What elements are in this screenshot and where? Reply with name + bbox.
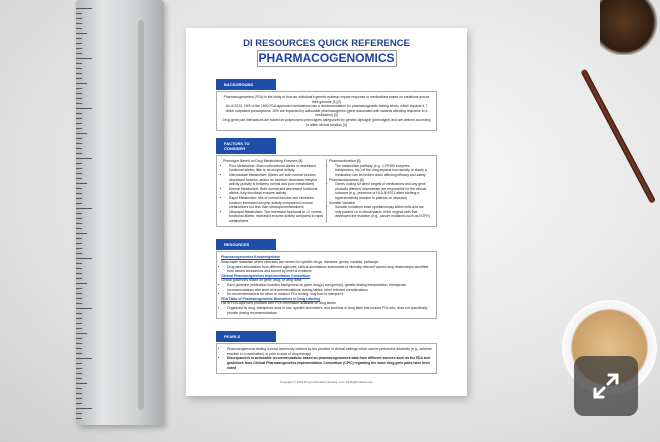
ruler-tick — [76, 48, 82, 49]
factors-left-column — [221, 159, 326, 223]
list-item: • Somatic mutations arise spontaneously within cells and are only passed on to descendants of the original cells that developed the mutation (e.g., cancer mutations such as EGFR) — [335, 205, 430, 219]
list-item: • Genes coding for direct targets of medications and any gene products affected downstream are responsible for the clinical outcome (e.g., presence of HLA-B*5701 allele eliciting a hypersensitivity reaction in patients on abacavir) — [335, 182, 430, 200]
ruler-tick — [76, 353, 82, 354]
ruler-tick — [76, 78, 82, 79]
paragraph: Drug-gene pair interactions are based on polymorphic phenotypes categorized by genetic diplotype (phenotype) and are defined according to allele clinical function [4] — [222, 117, 431, 127]
ruler-tick — [76, 388, 82, 389]
ruler-tick — [76, 103, 82, 104]
list-item: • Discrepancies in actionable recommendations based on pharmacogenomics data from different sources such as the FDA and guidelines from Clinical Pharmacogenetics Implementation Consortium (CPIC) regarding the same drug-gene pairs have been noted — [227, 356, 432, 370]
ruler-tick — [76, 133, 87, 134]
ruler-tick — [76, 193, 82, 194]
expand-arrows-icon — [589, 369, 623, 403]
ruler-tick — [76, 8, 92, 9]
ruler-tick — [76, 358, 92, 359]
list-item: • Ultrarapid Metabolizer: Two increased functional or >2 normal functional alleles; increased enzyme activity compared to rapid metabolizers — [229, 210, 324, 224]
list-item: • Pharmacogenomic testing is most commonly ordered by the provider in clinical settings which can be performed reactively (e.g., adverse reaction to a medication) or prior to start of drug therapy — [227, 347, 432, 356]
list-item: • Each guideline publication includes background on given drug(s) and gene(s), genetic testing interpretation, therapeutic recommendations with level of recommendations, dosing tables, other relevant considerations — [227, 283, 432, 292]
ruler-tick — [76, 293, 82, 294]
ruler-tick — [76, 218, 82, 219]
factors-heading: Somatic Variation — [329, 200, 356, 205]
ruler-tick — [76, 328, 82, 329]
ruler-tick — [76, 23, 82, 24]
section-label-resources: RESOURCES — [216, 239, 276, 250]
expand-button[interactable] — [574, 356, 638, 416]
ruler-tick — [76, 173, 82, 174]
copyright: Copyright © 2023 Drug Information Service, LLC. All Rights Reserved. — [279, 380, 374, 385]
ruler-tick — [76, 53, 82, 54]
paragraph: As of 2022, 16% of the 1600 FDA-approved medications has a recommendation for pharmacogenetic testing which, which impacts 4.7 billion outpatient prescriptions; 10% are impacted by actionable pharmacogenes (gene associated with variants affecting response to a medication) [3] — [225, 104, 428, 118]
resource-link[interactable]: Pharmacogenomics Knowledgebase — [221, 255, 280, 260]
ruler-tick — [76, 413, 82, 414]
ruler-tick — [76, 283, 87, 284]
ruler-tick — [76, 393, 82, 394]
section-label-pearls: PEARLS — [216, 331, 276, 342]
ruler-tick — [76, 203, 82, 204]
factors-heading: Pharmacodynamics [4] — [329, 177, 364, 182]
ruler-tick — [76, 253, 82, 254]
ruler-tick — [76, 223, 82, 224]
ruler-tick — [76, 338, 82, 339]
ruler-tick — [76, 38, 82, 39]
document-subtitle: PHARMACOGENOMICS — [258, 51, 395, 65]
ruler-tick — [76, 348, 82, 349]
ruler-tick — [76, 363, 82, 364]
ruler-tick — [76, 43, 82, 44]
ruler-tick — [76, 178, 82, 179]
document-title: DI RESOURCES QUICK REFERENCE — [243, 38, 410, 49]
list-item: • The metabolism pathway (e.g., CYP450 enzymes, transporters, etc.) of the drug impacts how quickly or slowly a medication can be broken down affecting efficacy and safety — [335, 164, 430, 178]
ruler-tick — [76, 83, 87, 84]
list-item: • Drug label annotations from different agencies, clinical annotations summaries of clinically relevant variant-drug relationships identified from variant annotations and scored by level of evidence — [227, 265, 432, 274]
factors-heading: Pharmacokinetics [3] — [329, 159, 361, 164]
ruler-tick — [76, 333, 87, 334]
list-item: • Organized by drug, therapeutic area of use, specific biomarkers, and sections of drug label that include PGx info; does not specifically provide dosing recommendations — [227, 306, 432, 315]
ruler — [76, 0, 164, 425]
ruler-tick — [76, 13, 82, 14]
ruler-tick — [76, 263, 82, 264]
list-item: • Rapid Metabolizer: Mix of normal function and increased function; increased enzyme activity compared to normal metabolizers but less than ultrarapid metabolizers — [229, 196, 324, 210]
ruler-tick — [76, 228, 82, 229]
ruler-tick — [76, 303, 82, 304]
ruler-tick — [76, 278, 82, 279]
ruler-tick — [76, 168, 82, 169]
ruler-tick — [76, 378, 82, 379]
cookies-photo — [600, 0, 660, 55]
ruler-tick — [76, 33, 87, 34]
ruler-slot — [138, 20, 144, 410]
ruler-tick — [76, 148, 82, 149]
ruler-tick — [76, 373, 82, 374]
ruler-tick — [76, 233, 87, 234]
ruler-tick — [76, 208, 92, 209]
ruler-tick — [76, 213, 82, 214]
factors-section — [216, 155, 437, 227]
resource-link[interactable]: FDA Table of Pharmacogenomic Biomarkers in Drug Labeling — [221, 296, 321, 301]
ruler-tick — [76, 258, 92, 259]
ruler-tick — [76, 248, 82, 249]
ruler-tick — [76, 298, 82, 299]
ruler-tick — [76, 138, 82, 139]
ruler-tick — [76, 368, 82, 369]
ruler-tick — [76, 273, 82, 274]
ruler-tick — [76, 418, 82, 419]
document-page — [186, 28, 467, 396]
ruler-tick — [76, 118, 82, 119]
paragraph: Pharmacogenomics (PGx) is the study of how an individual's genetic makeup impact response to medications based on variations across their genome [1] [2] — [223, 95, 430, 104]
ruler-tick — [76, 288, 82, 289]
ruler-tick — [76, 93, 82, 94]
ruler-tick — [76, 313, 82, 314]
resource-description: List of FDA-approved products with PGx information available on drug labels — [221, 301, 336, 306]
factors-right-column — [326, 159, 432, 223]
ruler-tick — [76, 123, 82, 124]
ruler-tick — [76, 308, 92, 309]
ruler-tick — [76, 323, 82, 324]
ruler-tick — [76, 383, 87, 384]
resource-link[interactable]: Clinical Pharmacogenetics Implementation Consortium — [221, 273, 311, 278]
resource-description: Clinical guidelines based on gene, drug, or drug class — [221, 278, 302, 283]
ruler-tick — [76, 408, 92, 409]
ruler-tick — [76, 143, 82, 144]
ruler-tick — [76, 98, 82, 99]
ruler-tick — [76, 163, 82, 164]
section-label-background: BACKGROUND — [216, 79, 276, 90]
pearls-section — [216, 343, 437, 374]
ruler-tick — [76, 73, 82, 74]
pen-photo — [580, 69, 656, 204]
ruler-tick — [76, 343, 82, 344]
section-label-factors: FACTORS TO CONSIDER — [216, 138, 276, 154]
ruler-tick — [76, 113, 82, 114]
ruler-tick — [76, 28, 82, 29]
ruler-tick — [76, 153, 82, 154]
list-item: • Poor Metabolizer: Both nonfunctional alleles or decreased functional alleles; little to no enzyme activity — [229, 164, 324, 173]
ruler-tick — [76, 243, 82, 244]
ruler-tick — [76, 88, 82, 89]
ruler-tick — [76, 158, 92, 159]
ruler-tick — [76, 403, 82, 404]
resource-description: Searchable database where clinicians can search for specific drugs, diseases, genes, variants, pathways — [221, 260, 379, 265]
list-item: • No recommendations for when to conduct PGx testing, only how to interpret it — [227, 292, 432, 297]
ruler-tick — [76, 188, 82, 189]
ruler-tick — [76, 58, 92, 59]
ruler-tick — [76, 18, 82, 19]
ruler-tick — [76, 318, 82, 319]
ruler-tick — [76, 398, 82, 399]
ruler-tick — [76, 238, 82, 239]
ruler-tick — [76, 183, 87, 184]
factors-heading: Phenotype Based on Drug Metabolizing Enzymes [4]: — [223, 159, 304, 164]
background-section — [216, 91, 437, 131]
ruler-tick — [76, 268, 82, 269]
ruler-tick — [76, 63, 82, 64]
resources-section — [216, 251, 437, 319]
list-item: • Normal Metabolizer: Both normal and decreased functional alleles; fully functional enzyme activity — [229, 187, 324, 196]
ruler-tick — [76, 68, 82, 69]
ruler-tick — [76, 108, 92, 109]
ruler-tick — [76, 198, 82, 199]
list-item: • Intermediate Metabolizer: Alleles are both normal function, decreased function, and/or no function; decreased enzyme activity (activity is between normal and poor metabolizer) — [229, 173, 324, 187]
ruler-tick — [76, 128, 82, 129]
